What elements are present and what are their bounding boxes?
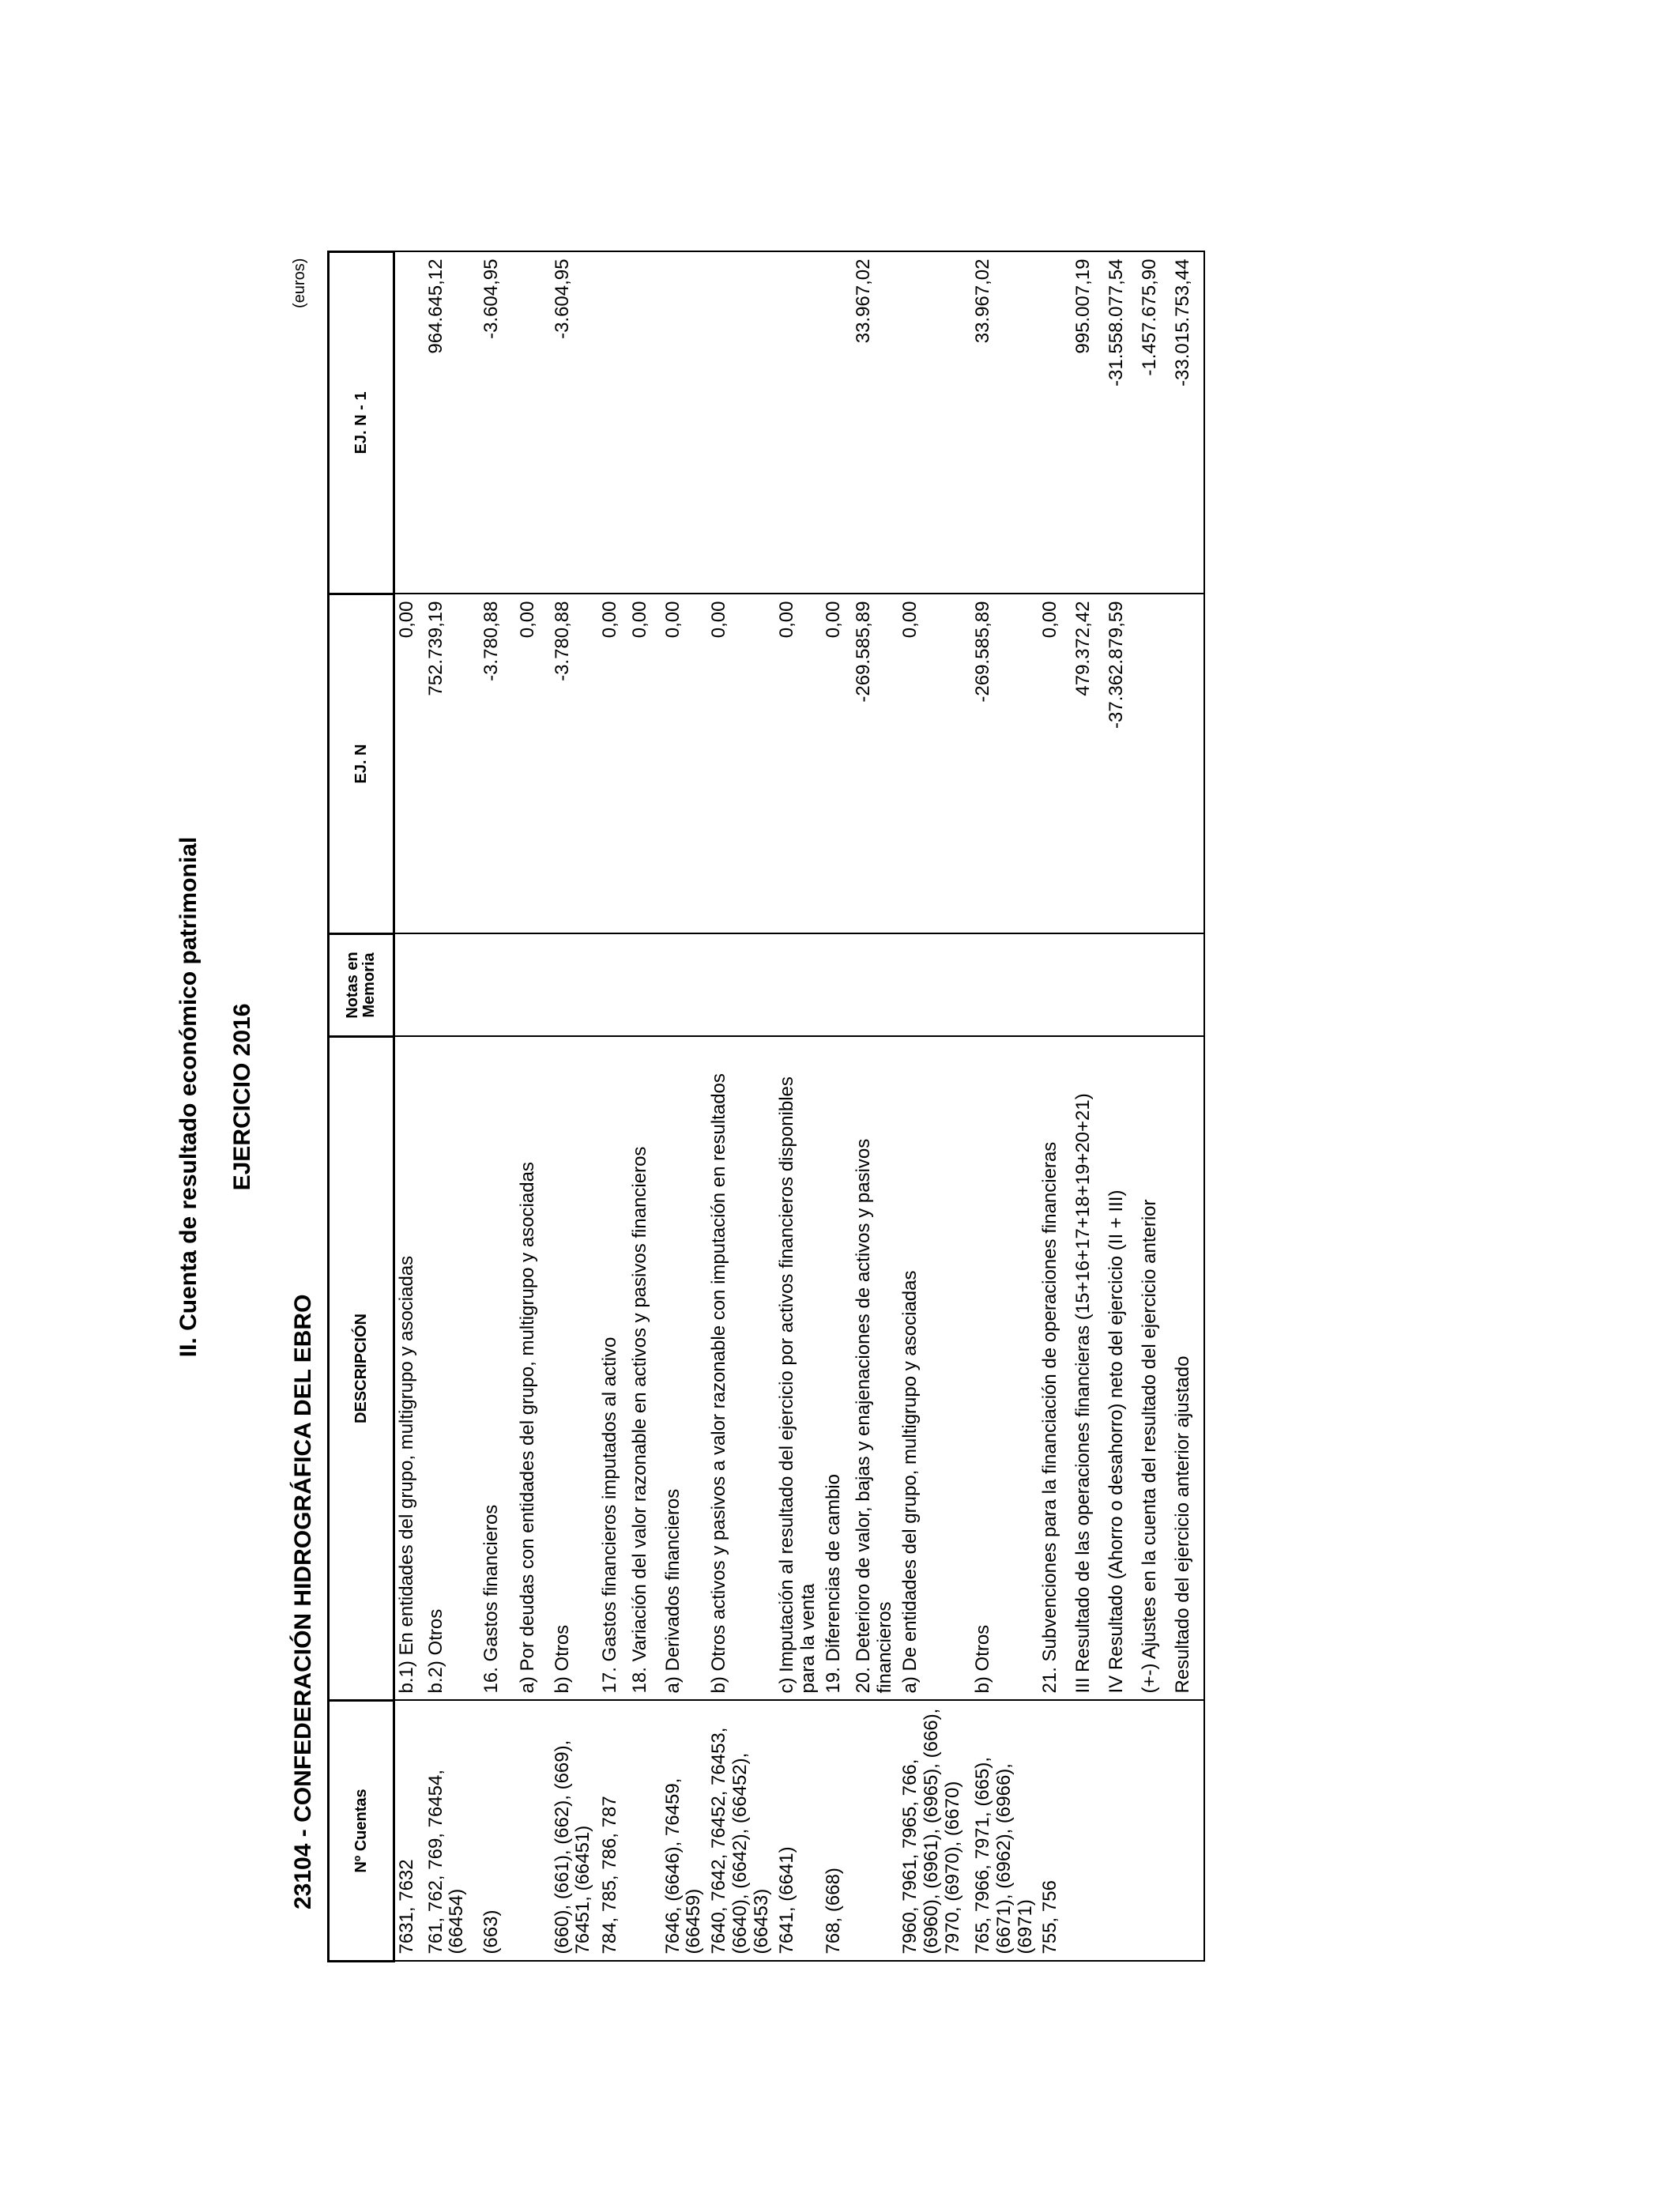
cuentas-cell: 755, 756 xyxy=(1038,1701,1072,1962)
table-row xyxy=(1105,252,1138,1962)
units-label: (euros) xyxy=(291,258,308,308)
cuentas-cell: (663) xyxy=(480,1701,516,1962)
table-row xyxy=(775,252,822,1962)
cuentas-cell xyxy=(1138,1701,1171,1962)
ej-n1-cell xyxy=(516,252,551,594)
cuentas-cell xyxy=(516,1701,551,1962)
ej-n1-cell xyxy=(707,252,775,594)
descripcion-cell: 21. Subvenciones para la financiación de operaciones financieras xyxy=(1038,1037,1072,1701)
ej-n1-cell xyxy=(1038,252,1072,594)
ej-n-cell: 0,00 xyxy=(628,594,661,934)
cuentas-cell xyxy=(1171,1701,1204,1962)
notas-cell xyxy=(1171,934,1204,1037)
notas-cell xyxy=(775,934,822,1037)
ej-n1-cell: -3.604,95 xyxy=(551,252,598,594)
ej-n-cell: -269.585,89 xyxy=(971,594,1039,934)
cuentas-cell xyxy=(852,1701,898,1962)
cuentas-cell: 7631, 7632 xyxy=(394,1701,424,1962)
descripcion-cell: b.1) En entidades del grupo, multigrupo y asociadas xyxy=(394,1037,424,1701)
table-row xyxy=(1072,252,1105,1962)
ej-n-cell: -269.585,89 xyxy=(852,594,898,934)
descripcion-cell: 19. Diferencias de cambio xyxy=(822,1037,852,1701)
table-row xyxy=(852,252,898,1962)
table-row xyxy=(661,252,708,1962)
descripcion-cell: Resultado del ejercicio anterior ajustado xyxy=(1171,1037,1204,1701)
ej-n1-cell: -1.457.675,90 xyxy=(1138,252,1171,594)
notas-cell xyxy=(1138,934,1171,1037)
descripcion-cell: 20. Deterioro de valor, bajas y enajenaciones de activos y pasivos financieros xyxy=(852,1037,898,1701)
notas-cell xyxy=(707,934,775,1037)
ej-n-cell: 479.372,42 xyxy=(1072,594,1105,934)
table-row xyxy=(1038,252,1072,1962)
notas-cell xyxy=(424,934,480,1037)
notas-cell xyxy=(661,934,708,1037)
ej-n-cell: -3.780,88 xyxy=(551,594,598,934)
cuentas-cell: (660), (661), (662), (669), 76451, (66451) xyxy=(551,1701,598,1962)
ej-n1-cell: -33.015.753,44 xyxy=(1171,252,1204,594)
header-descripcion: DESCRIPCIÓN xyxy=(329,1037,394,1701)
ej-n1-cell xyxy=(822,252,852,594)
descripcion-cell: 18. Variación del valor razonable en activos y pasivos financieros xyxy=(628,1037,661,1701)
ej-n-cell: 0,00 xyxy=(898,594,971,934)
ej-n-cell: 0,00 xyxy=(1038,594,1072,934)
descripcion-cell: b) Otros xyxy=(971,1037,1039,1701)
notas-cell xyxy=(1038,934,1072,1037)
ej-n1-cell xyxy=(598,252,628,594)
descripcion-cell: a) De entidades del grupo, multigrupo y asociadas xyxy=(898,1037,971,1701)
page-subtitle: EJERCICIO 2016 xyxy=(229,1003,255,1191)
ej-n1-cell: 995.007,19 xyxy=(1072,252,1105,594)
cuentas-cell xyxy=(1105,1701,1138,1962)
table-row xyxy=(516,252,551,1962)
table-row xyxy=(424,252,480,1962)
table-header-row xyxy=(329,252,394,1962)
table-row xyxy=(551,252,598,1962)
notas-cell xyxy=(394,934,424,1037)
header-notas: Notas en Memoria xyxy=(329,934,394,1037)
cuentas-cell xyxy=(1072,1701,1105,1962)
ej-n1-cell: -31.558.077,54 xyxy=(1105,252,1138,594)
descripcion-cell: a) Por deudas con entidades del grupo, multigrupo y asociadas xyxy=(516,1037,551,1701)
ej-n1-cell: 33.967,02 xyxy=(852,252,898,594)
notas-cell xyxy=(852,934,898,1037)
table-row xyxy=(971,252,1039,1962)
descripcion-cell: a) Derivados financieros xyxy=(661,1037,708,1701)
table-row xyxy=(822,252,852,1962)
header-ej-n1: EJ. N - 1 xyxy=(329,252,394,594)
ej-n-cell: 0,00 xyxy=(516,594,551,934)
table-row xyxy=(707,252,775,1962)
descripcion-cell: c) Imputación al resultado del ejercicio por activos financieros disponibles para la venta xyxy=(775,1037,822,1701)
ej-n-cell xyxy=(1171,594,1204,934)
ej-n-cell: 0,00 xyxy=(394,594,424,934)
ej-n1-cell xyxy=(394,252,424,594)
page-title: II. Cuenta de resultado económico patrimonial xyxy=(175,836,202,1358)
cuentas-cell xyxy=(628,1701,661,1962)
descripcion-cell: (+-) Ajustes en la cuenta del resultado del ejercicio anterior xyxy=(1138,1037,1171,1701)
notas-cell xyxy=(971,934,1039,1037)
table-row xyxy=(598,252,628,1962)
cuentas-cell: 768, (668) xyxy=(822,1701,852,1962)
cuentas-cell: 761, 762, 769, 76454, (66454) xyxy=(424,1701,480,1962)
ej-n1-cell xyxy=(898,252,971,594)
header-ej-n: EJ. N xyxy=(329,594,394,934)
ej-n-cell: 0,00 xyxy=(707,594,775,934)
notas-cell xyxy=(598,934,628,1037)
descripcion-cell: 17. Gastos financieros imputados al activo xyxy=(598,1037,628,1701)
descripcion-cell: 16. Gastos financieros xyxy=(480,1037,516,1701)
notas-cell xyxy=(1072,934,1105,1037)
ej-n-cell: -37.362.879,59 xyxy=(1105,594,1138,934)
descripcion-cell: b) Otros xyxy=(551,1037,598,1701)
notas-cell xyxy=(480,934,516,1037)
ej-n-cell: 0,00 xyxy=(775,594,822,934)
descripcion-cell: IV Resultado (Ahorro o desahorro) neto del ejercicio (II + III) xyxy=(1105,1037,1138,1701)
descripcion-cell: III Resultado de las operaciones financieras (15+16+17+18+19+20+21) xyxy=(1072,1037,1105,1701)
table-row xyxy=(1138,252,1171,1962)
cuentas-cell: 7641, (6641) xyxy=(775,1701,822,1962)
ej-n-cell: 0,00 xyxy=(598,594,628,934)
descripcion-cell: b.2) Otros xyxy=(424,1037,480,1701)
ej-n1-cell xyxy=(661,252,708,594)
cuentas-cell: 7960, 7961, 7965, 766, (6960), (6961), (6965), (666), 7970, (6970), (6670) xyxy=(898,1701,971,1962)
table-row xyxy=(480,252,516,1962)
ej-n-cell: 752.739,19 xyxy=(424,594,480,934)
entity-name: 23104 - CONFEDERACIÓN HIDROGRÁFICA DEL EBRO xyxy=(290,1294,316,1909)
table-row xyxy=(628,252,661,1962)
notas-cell xyxy=(628,934,661,1037)
cuentas-cell: 7640, 7642, 76452, 76453, (6640), (6642), (66452), (66453) xyxy=(707,1701,775,1962)
ej-n1-cell: 33.967,02 xyxy=(971,252,1039,594)
ej-n-cell: 0,00 xyxy=(822,594,852,934)
table-row xyxy=(898,252,971,1962)
ej-n1-cell: -3.604,95 xyxy=(480,252,516,594)
notas-cell xyxy=(516,934,551,1037)
ej-n-cell: -3.780,88 xyxy=(480,594,516,934)
notas-cell xyxy=(822,934,852,1037)
ej-n-cell xyxy=(1138,594,1171,934)
results-table xyxy=(327,251,1205,1962)
ej-n1-cell: 964.645,12 xyxy=(424,252,480,594)
cuentas-cell: 765, 7966, 7971, (665), (6671), (6962), (6966), (6971) xyxy=(971,1701,1039,1962)
cuentas-cell: 7646, (6646), 76459, (66459) xyxy=(661,1701,708,1962)
notas-cell xyxy=(898,934,971,1037)
header-cuentas: Nº Cuentas xyxy=(329,1701,394,1962)
notas-cell xyxy=(551,934,598,1037)
ej-n-cell: 0,00 xyxy=(661,594,708,934)
table-body xyxy=(394,252,1205,1962)
table-row xyxy=(1171,252,1204,1962)
ej-n1-cell xyxy=(628,252,661,594)
descripcion-cell: b) Otros activos y pasivos a valor razonable con imputación en resultados xyxy=(707,1037,775,1701)
cuentas-cell: 784, 785, 786, 787 xyxy=(598,1701,628,1962)
notas-cell xyxy=(1105,934,1138,1037)
table-row xyxy=(394,252,424,1962)
ej-n1-cell xyxy=(775,252,822,594)
